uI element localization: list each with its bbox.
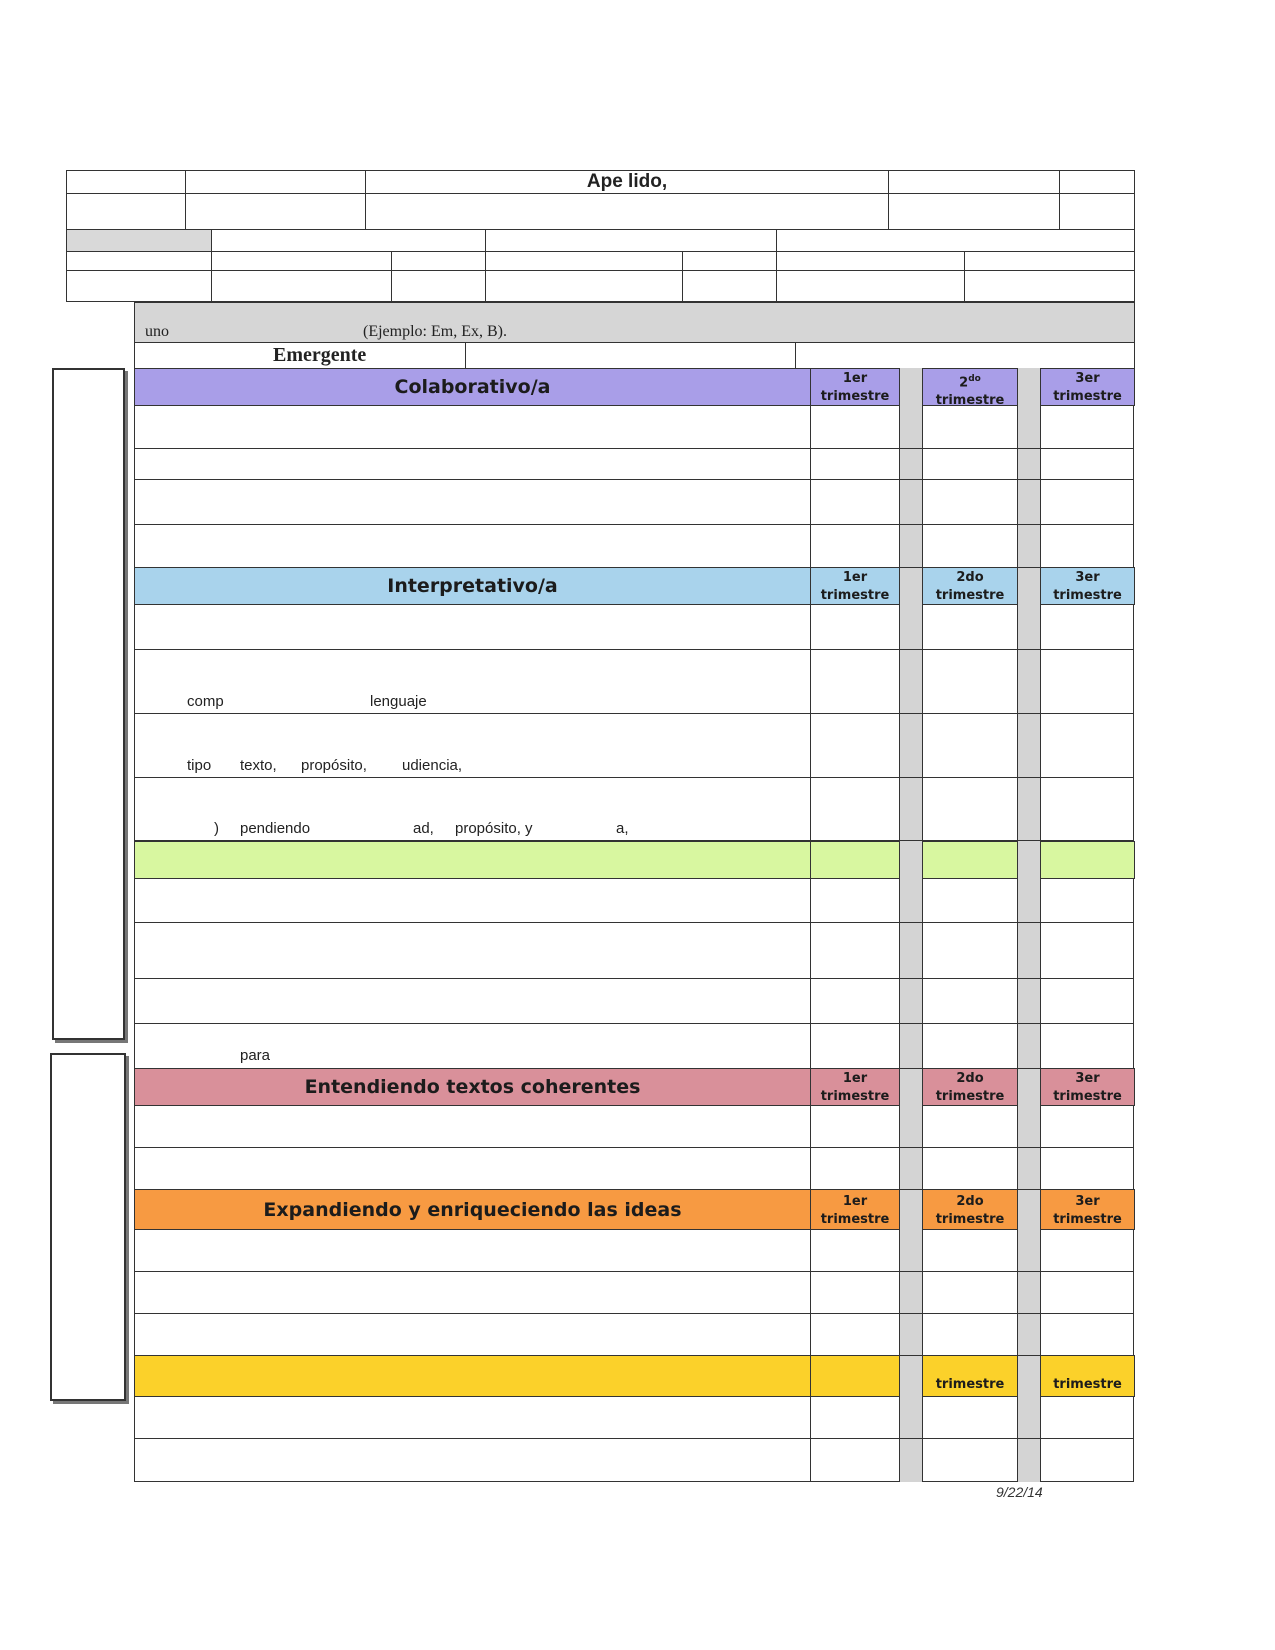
- row-text: lenguaje: [370, 693, 427, 710]
- header-cell[interactable]: [888, 170, 1060, 194]
- table-row[interactable]: [134, 1272, 1134, 1314]
- section-title-interpretativo: Interpretativo/a: [134, 567, 811, 605]
- row-text: tipo: [187, 757, 212, 774]
- header-cell[interactable]: [888, 193, 1060, 230]
- term-cell-green: [810, 841, 900, 879]
- table-row[interactable]: [134, 1106, 1134, 1148]
- header-cell[interactable]: [66, 251, 212, 271]
- header-cell[interactable]: [964, 251, 1135, 271]
- term-cell-yellow: [810, 1355, 900, 1397]
- header-cell[interactable]: [211, 251, 392, 271]
- row-text: ): [214, 820, 219, 837]
- row-text: comp: [187, 693, 224, 710]
- header-cell[interactable]: [485, 251, 683, 271]
- table-row[interactable]: [134, 714, 1134, 778]
- table-row[interactable]: [134, 650, 1134, 714]
- row-text: ad,: [413, 820, 434, 837]
- row-text: pendiendo: [240, 820, 311, 837]
- level-emergente-label: Emergente: [273, 344, 367, 366]
- header-cell[interactable]: [485, 270, 683, 302]
- header-cell[interactable]: [66, 193, 186, 230]
- header-cell[interactable]: [211, 229, 486, 252]
- header-cell[interactable]: [776, 270, 965, 302]
- term-3: 3er trimestre: [1040, 567, 1135, 605]
- header-cell[interactable]: [66, 270, 212, 302]
- level-emergente: [134, 342, 466, 369]
- header-cell[interactable]: [1059, 193, 1135, 230]
- header-cell[interactable]: [185, 193, 366, 230]
- side-box-lower: [50, 1053, 126, 1401]
- term-3: 3er trimestre: [1040, 1068, 1135, 1106]
- section-title-expandiendo: Expandiendo y enriqueciendo las ideas: [134, 1189, 811, 1230]
- row-text: propósito, y: [455, 820, 533, 837]
- header-cell[interactable]: [391, 251, 486, 271]
- table-row[interactable]: [134, 1397, 1134, 1439]
- header-gray-cell: [66, 229, 212, 252]
- term-2: 2do trimestre: [922, 1068, 1018, 1106]
- level-cell: [465, 342, 796, 369]
- term-1: 1er trimestre: [810, 567, 900, 605]
- term-3: 3er trimestre: [1040, 1189, 1135, 1230]
- table-row[interactable]: [134, 449, 1134, 480]
- header-cell[interactable]: [682, 270, 777, 302]
- instructions-example: (Ejemplo: Em, Ex, B).: [363, 323, 507, 340]
- footer-date: 9/22/14: [996, 1484, 1043, 1500]
- header-cell[interactable]: [211, 270, 392, 302]
- table-row[interactable]: [134, 406, 1134, 449]
- header-cell[interactable]: [682, 251, 777, 271]
- table-row[interactable]: [134, 1314, 1134, 1356]
- row-text: propósito,: [301, 757, 367, 774]
- surname-field[interactable]: [365, 193, 889, 230]
- header-cell[interactable]: [391, 270, 486, 302]
- term-2: $2^{do}$ trimestre: [922, 368, 1018, 406]
- term-3: 3er trimestre: [1040, 368, 1135, 406]
- term-2: 2do trimestre: [922, 1189, 1018, 1230]
- surname-label: Ape lido,: [365, 170, 889, 194]
- header-cell[interactable]: [185, 170, 366, 194]
- table-row[interactable]: [134, 1230, 1134, 1272]
- row-text: para: [240, 1047, 271, 1064]
- instructions-start: uno: [145, 323, 169, 340]
- header-cell[interactable]: [485, 229, 777, 252]
- table-row[interactable]: [134, 525, 1134, 568]
- instructions-bar: [134, 302, 1135, 343]
- term-cell-green: [922, 841, 1018, 879]
- section-title-colaborativo: Colaborativo/a: [134, 368, 811, 406]
- side-box-upper: [52, 368, 125, 1040]
- table-row[interactable]: [134, 480, 1134, 525]
- table-row[interactable]: [134, 923, 1134, 979]
- table-row[interactable]: [134, 1024, 1134, 1069]
- table-row[interactable]: [134, 605, 1134, 650]
- term-1: 1er trimestre: [810, 368, 900, 406]
- section-title-yellow: [134, 1355, 811, 1397]
- row-text: texto,: [240, 757, 277, 774]
- header-cell[interactable]: [776, 251, 965, 271]
- term-1: 1er trimestre: [810, 1068, 900, 1106]
- section-title-green: [134, 841, 811, 879]
- row-text: a,: [616, 820, 629, 837]
- term-1: 1er trimestre: [810, 1189, 900, 1230]
- header-cell[interactable]: [66, 170, 186, 194]
- table-row[interactable]: [134, 979, 1134, 1024]
- header-cell[interactable]: [776, 229, 1135, 252]
- term-2: trimestre: [922, 1355, 1018, 1397]
- table-row[interactable]: [134, 879, 1134, 923]
- term-2: 2do trimestre: [922, 567, 1018, 605]
- header-cell[interactable]: [1059, 170, 1135, 194]
- level-cell: [795, 342, 1135, 369]
- header-cell[interactable]: [964, 270, 1135, 302]
- section-title-entendiendo: Entendiendo textos coherentes: [134, 1068, 811, 1106]
- table-row[interactable]: [134, 1439, 1134, 1482]
- table-row[interactable]: [134, 778, 1134, 841]
- table-row[interactable]: [134, 1148, 1134, 1190]
- term-cell-green: [1040, 841, 1135, 879]
- term-3: trimestre: [1040, 1355, 1135, 1397]
- row-text: udiencia,: [402, 757, 463, 774]
